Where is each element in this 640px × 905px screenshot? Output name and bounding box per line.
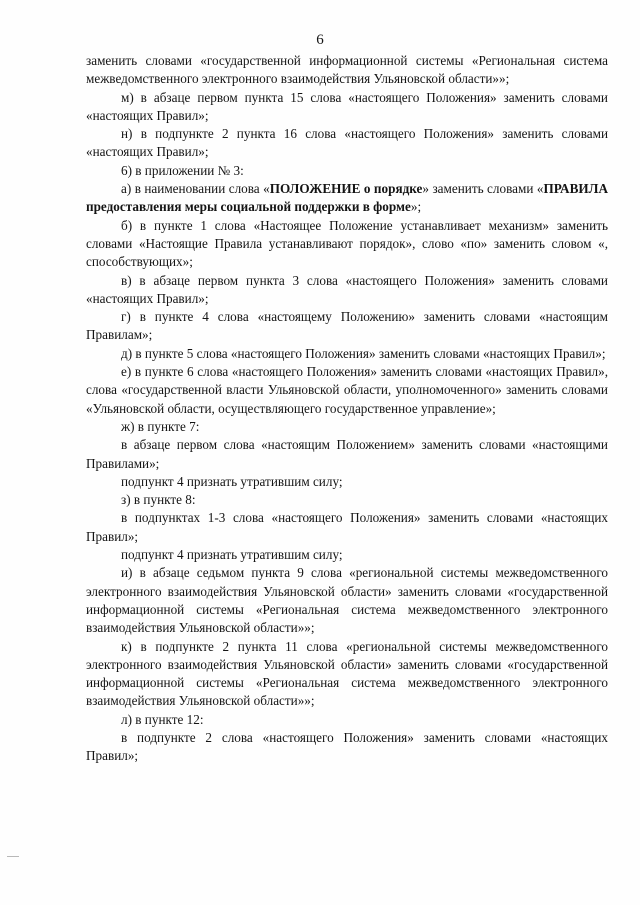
paragraph-title-rename: [86, 180, 608, 217]
paragraph: в подпункте 2 слова «настоящего Положения» заменить словами «настоящих Правил»;: [86, 729, 608, 764]
paragraph: м) в абзаце первом пункта 15 слова «настоящего Положения» заменить словами «настоящих Правил»;: [86, 89, 608, 123]
paragraph: ж) в пункте 7:: [121, 418, 200, 434]
document-body: [86, 52, 608, 766]
paragraph: и) в абзаце седьмом пункта 9 слова «региональной системы межведомственного электронного взаимодействия Ульяновской области» заменить словами «государственной информационной системы «Региональная система межведомственного электронного взаимодействия Ульяновской области»»;: [86, 565, 608, 636]
paragraph: н) в подпункте 2 пункта 16 слова «настоящего Положения» заменить словами «настоящих Правил»;: [86, 126, 608, 160]
scan-artifact: [7, 856, 19, 857]
paragraph: подпункт 4 признать утратившим силу;: [121, 473, 343, 489]
paragraph: в подпунктах 1-3 слова «настоящего Положения» заменить словами «настоящих Правил»;: [86, 510, 608, 544]
paragraph: в) в абзаце первом пункта 3 слова «настоящего Положения» заменить словами «настоящих Правил»;: [86, 272, 608, 306]
paragraph: к) в подпункте 2 пункта 11 слова «региональной системы межведомственного электронного взаимодействия Ульяновской области» заменить словами «государственной информационной системы «Региональная система межведомственного электронного взаимодействия Ульяновской области»»;: [86, 638, 608, 709]
paragraph: г) в пункте 4 слова «настоящему Положению» заменить словами «настоящим Правилам»;: [86, 309, 608, 343]
paragraph: заменить словами «государственной информационной системы «Региональная система межведомственного электронного взаимодействия Ульяновской области»»;: [86, 53, 608, 87]
paragraph: л) в пункте 12:: [121, 711, 204, 727]
text-run: » заменить словами «: [422, 181, 544, 197]
paragraph: в абзаце первом слова «настоящим Положением» заменить словами «настоящими Правилами»;: [86, 437, 608, 471]
paragraph: подпункт 4 признать утратившим силу;: [121, 547, 343, 563]
bold-new-title: ПРАВИЛА предоставления меры социальной поддержки в форме: [86, 181, 608, 215]
paragraph: з) в пункте 8:: [121, 492, 196, 508]
page-number: 6: [316, 32, 324, 48]
paragraph: 6) в приложении № 3:: [121, 162, 244, 178]
text-run: а) в наименовании слова «: [121, 181, 270, 197]
paragraph: д) в пункте 5 слова «настоящего Положения» заменить словами «настоящих Правил»;: [121, 345, 606, 361]
bold-old-title: ПОЛОЖЕНИЕ о порядке: [269, 181, 423, 197]
paragraph: е) в пункте 6 слова «настоящего Положения» заменить словами «настоящих Правил», слова «государственной власти Ульяновской области, уполномоченного» заменить словами «Ульяновской области, осуществляющего государственное управление»;: [86, 364, 608, 416]
paragraph: б) в пункте 1 слова «Настоящее Положение устанавливает механизм» заменить словами «Настоящие Правила устанавливают порядок», слово «по» заменить словом «, способствующих»;: [86, 217, 608, 270]
text-run: »;: [410, 199, 422, 215]
